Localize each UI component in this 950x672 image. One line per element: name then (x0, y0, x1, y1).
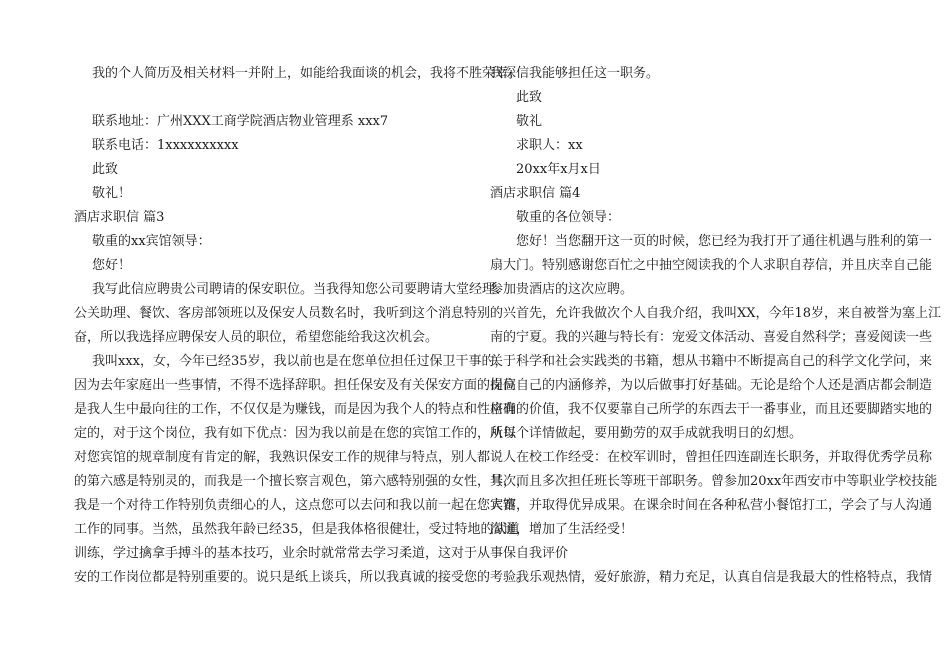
text-line: 在校工作经受：在校军训时，曾担任四连副连长职务，并取得优秀学员称 (516, 450, 933, 465)
text-line: 应有的价值，我不仅要靠自己所学的东西去干一番事业，而且还要脚踏实地的 (490, 402, 933, 417)
text-line: 敬重的xx宾馆领导： (92, 234, 211, 249)
text-line: 工作的同事。当然，虽然我年龄已经35，但是我体格很健壮，受过特地的武道 (74, 522, 520, 537)
text-line: 是我人生中最向往的工作，不仅仅是为赚钱，而是因为我个人的特点和性格确 (74, 402, 517, 417)
left-column (74, 62, 530, 590)
text-line: 对您宾馆的规章制度有肯定的解，我熟识保安工作的规律与特点，别人都说人 (74, 450, 517, 465)
text-line: 南的宁夏。我的兴趣与特长有：宠爱文体活动、喜爱自然科学；喜爱阅读一些 (490, 330, 933, 345)
text-line: 您好！ (92, 258, 132, 273)
text-line: 奋，所以我选择应聘保安人员的职位，希望您能给我这次机会。 (74, 330, 439, 345)
text-line: 我深信我能够担任这一职务。 (490, 66, 660, 81)
text-line: 关于科学和社会实践类的书籍，想从书籍中不断提高自己的科学文化学问，来 (490, 354, 933, 369)
text-line: 训练，学过擒拿手搏斗的基本技巧，业余时就常常去学习柔道，这对于从事保 (74, 546, 517, 561)
text-line: 我的个人简历及相关材料一并附上，如能给我面谈的机会，我将不胜荣幸。 (92, 66, 522, 81)
text-line: 参加贵酒店的这次应聘。 (490, 282, 634, 297)
text-line: 敬礼！ (92, 186, 132, 201)
text-line: 扇大门。特别感谢您百忙之中抽空阅读我的个人求职自荐信，并且庆幸自己能 (490, 258, 933, 273)
text-line: 公关助理、餐饮、客房部领班以及保安人员数名时，我听到这个消息特别的兴 (74, 306, 517, 321)
text-line: 大赛，并取得优异成果。在课余时间在各种私营小餐馆打工，学会了与人沟通 (490, 498, 933, 513)
text-line: 因为去年家庭出一些事情，不得不选择辞职。担任保安及有关保安方面的岗位 (74, 378, 517, 393)
text-line: 酒店求职信 篇4 (490, 186, 581, 201)
blank-line (74, 86, 467, 110)
text-line: 敬礼 (516, 114, 543, 129)
text-line: 敬重的各位领导： (516, 210, 621, 225)
text-line: 我叫xxx，女，今年已经35岁，我以前也是在您单位担任过保卫干事的， (92, 354, 508, 369)
text-line: 联系地址：广州XXX工商学院酒店物业管理系 xxx7 (92, 114, 389, 129)
text-line: 自我评价 (516, 546, 569, 561)
right-column (490, 62, 942, 590)
text-line: 定的，对于这个岗位，我有如下优点：因为我以前是在您的宾馆工作的，所以 (74, 426, 517, 441)
text-line: 联系电话：1xxxxxxxxxx (92, 138, 239, 153)
text-line: 您好！当您翻开这一页的时候，您已经为我打开了通往机遇与胜利的第一 (516, 234, 933, 249)
text-line: 提高自己的内涵修养，为以后做事打好基础。无论是给个人还是酒店都会制造 (490, 378, 933, 393)
text-line: 首先，允许我做次个人自我介绍，我叫XX，今年18岁，来自被誉为塞上江 (516, 306, 942, 321)
text-line: 号，而且多次担任班长等班干部职务。曾参加20xx年西安市中等职业学校技能 (490, 474, 938, 489)
text-line: 此致 (516, 90, 543, 105)
text-line: 安的工作岗位都是特别重要的。说只是纸上谈兵，所以我真诚的接受您的考验。 (74, 570, 530, 585)
text-line: 我写此信应聘贵公司聘请的保安职位。当我得知您公司要聘请大堂经理、 (92, 282, 509, 297)
text-line: 的第六感是特别灵的，而我是一个擅长察言观色，第六感特别强的女性，其次， (74, 474, 530, 489)
text-line: 求职人：xx (516, 138, 583, 153)
text-line: 酒店求职信 篇3 (74, 210, 165, 225)
text-line: 我乐观热情，爱好旅游，精力充足，认真自信是我最大的性格特点，我情 (516, 570, 933, 585)
text-line: 我是一个对待工作特别负责细心的人，这点您可以去问和我以前一起在您宾馆 (74, 498, 517, 513)
text-line: 从每个详情做起，要用勤劳的双手成就我明日的幻想。 (490, 426, 803, 441)
text-line: 沟通，增加了生活经受！ (490, 522, 634, 537)
text-line: 此致 (92, 162, 119, 177)
text-line: 20xx年x月x日 (516, 162, 601, 177)
